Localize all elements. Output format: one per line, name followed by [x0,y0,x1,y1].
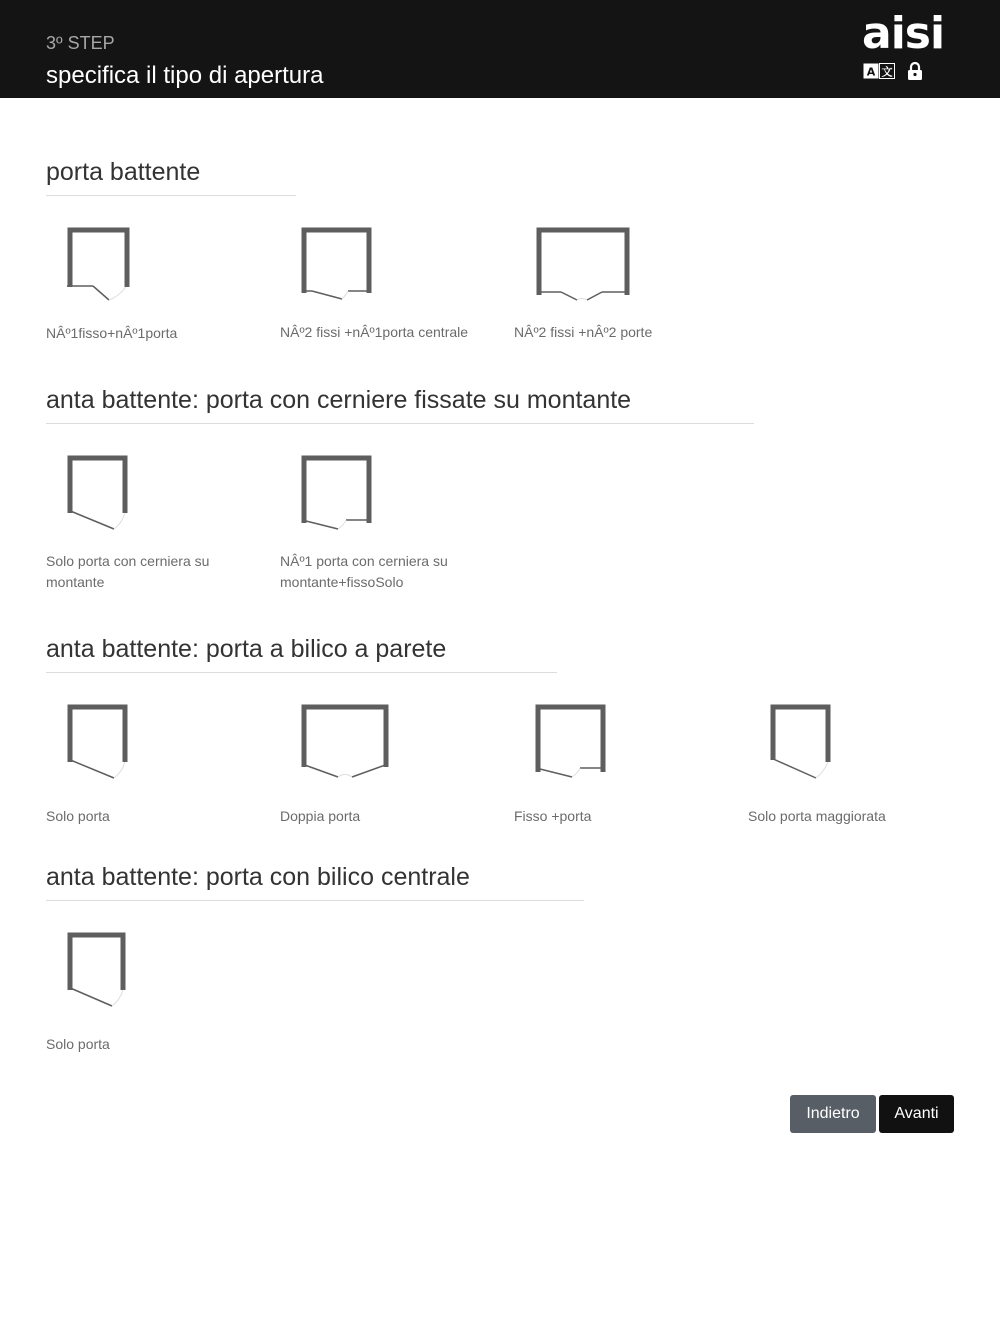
section-title: porta battente [46,158,296,196]
option-label: NÂº2 fissi +nÂº2 porte [514,324,653,340]
svg-text:A: A [866,65,876,79]
section-title: anta battente: porta con bilico centrale [46,863,584,901]
pivot-fixed-door-icon [514,702,614,782]
option-solo-porta-cerniera[interactable] [46,453,246,593]
section-title: anta battente: porta con cerniere fissate su montante [46,386,754,424]
option-label: Solo porta [46,808,110,824]
section-bilico-parete [46,635,557,673]
pivot-double-door-icon [280,702,400,782]
option-2fissi-2porte[interactable] [514,225,729,343]
section-title: anta battente: porta a bilico a parete [46,635,557,673]
page-title: specifica il tipo di apertura [46,62,324,89]
door-two-fixed-two-doors-icon [514,225,634,305]
section-porta-battente [46,158,296,196]
top-bar [0,0,1000,98]
option-bilico-centrale-solo-porta[interactable] [46,930,246,1055]
door-two-fixed-center-door-icon [280,225,380,305]
option-label: Doppia porta [280,808,361,824]
option-1fisso-1porta[interactable] [46,225,246,344]
aisi-logo: aisi [862,8,945,59]
option-label: Fisso +porta [514,808,592,824]
lock-icon[interactable] [907,62,923,80]
central-pivot-door-icon [46,930,146,1010]
option-porta-cerniera-fisso[interactable] [280,453,480,593]
option-bilico-porta-maggiorata[interactable] [748,702,948,827]
option-label: Solo porta [46,1036,110,1052]
option-label: NÂº2 fissi +nÂº1porta centrale [280,324,469,340]
navigation-buttons [790,1095,954,1133]
section-bilico-centrale [46,863,584,901]
option-label: NÂº1fisso+nÂº1porta [46,325,178,341]
option-label: Solo porta con cerniera su montante [46,553,210,590]
next-button[interactable]: Avanti [879,1095,954,1133]
pivot-large-door-icon [748,702,848,782]
door-hinge-fixed-icon [280,453,380,533]
section-cerniere-montante [46,386,754,424]
option-bilico-doppia-porta[interactable] [280,702,480,827]
translate-icon[interactable] [863,63,895,79]
option-bilico-solo-porta[interactable] [46,702,246,827]
option-label: NÂº1 porta con cerniera su montante+fissoSolo [280,553,448,590]
option-2fissi-1porta-centrale[interactable] [280,225,495,343]
option-label: Solo porta maggiorata [748,808,886,824]
door-one-fixed-one-door-icon [46,225,146,305]
svg-text:文: 文 [881,65,893,79]
pivot-single-door-icon [46,702,146,782]
step-indicator: 3º STEP [46,33,115,53]
door-hinge-only-icon [46,453,146,533]
back-button[interactable]: Indietro [790,1095,876,1133]
option-bilico-fisso-porta[interactable] [514,702,714,827]
